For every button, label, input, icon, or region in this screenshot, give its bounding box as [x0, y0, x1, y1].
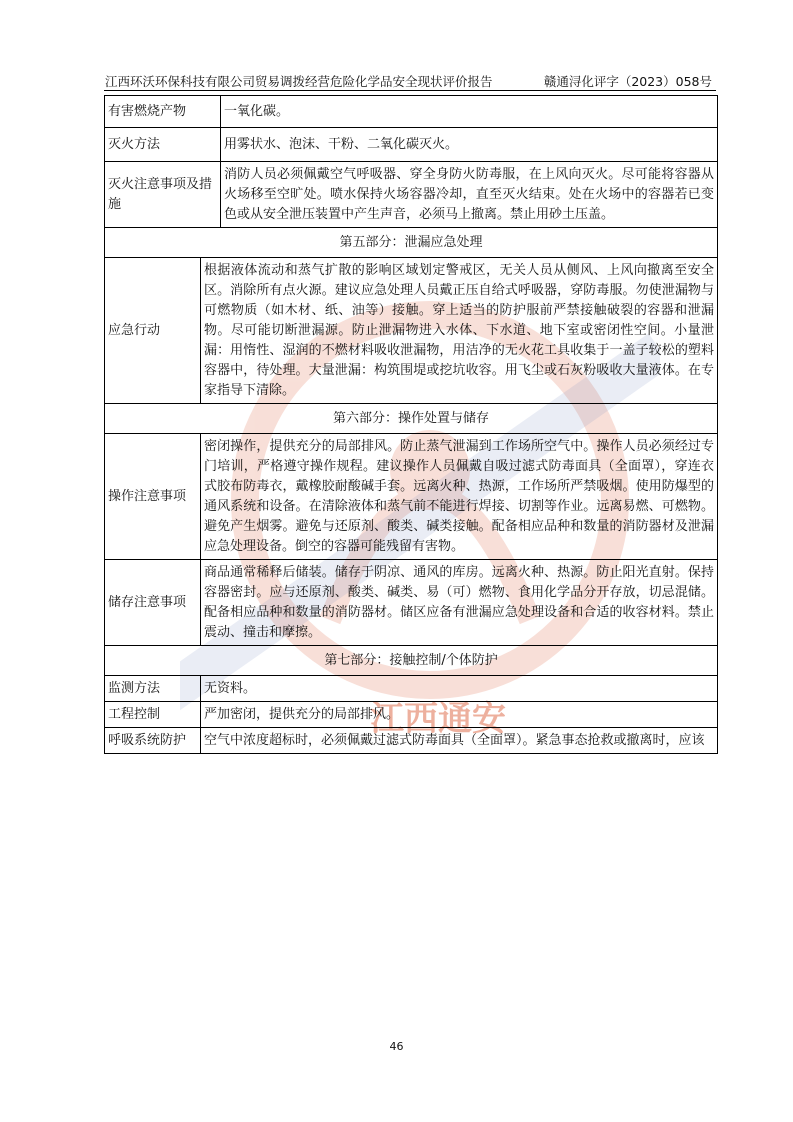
row-value: 密闭操作，提供充分的局部排风。防止蒸气泄漏到工作场所空气中。操作人员必须经过专门培训，严格遵守操作规程。建议操作人员佩戴自吸过滤式防毒面具（全面罩），穿连衣式胶布防毒衣，戴橡胶耐酸碱手套。远离火种、热源，工作场所严禁吸烟。使用防爆型的通风系统和设备。在清除液体和蒸气前不能进行焊接、切割等作业。远离易燃、可燃物。避免产生烟雾。避免与还原剂、酸类、碱类接触。配备相应品种和数量的消防器材及泄漏应急处理设备。倒空的容器可能残留有害物。 — [201, 434, 718, 560]
row-value: 严加密闭，提供充分的局部排风。 — [201, 702, 718, 728]
row-value: 消防人员必须佩戴空气呼吸器、穿全身防火防毒服，在上风向灭火。尽可能将容器从火场移至空旷处。喷水保持火场容器冷却，直至灭火结束。处在火场中的容器若已变色或从安全泄压装置中产生声音，必须马上撤离。禁止用砂土压盖。 — [221, 162, 718, 228]
row-engineering-control — [105, 702, 718, 728]
section-heading: 第七部分：接触控制/个体防护 — [105, 646, 718, 676]
row-label: 操作注意事项 — [105, 434, 201, 560]
row-firefighting-precautions — [105, 162, 718, 228]
report-title: 江西环沃环保科技有限公司贸易调拨经营危险化学品安全现状评价报告 — [105, 74, 493, 89]
section-row — [105, 228, 718, 258]
page-header — [104, 70, 716, 91]
row-value: 根据液体流动和蒸气扩散的影响区域划定警戒区，无关人员从侧风、上风向撤离至安全区。消除所有点火源。建议应急处理人员戴正压自给式呼吸器，穿防毒服。勿使泄漏物与可燃物质（如木材、纸、油等）接触。穿上适当的防护服前严禁接触破裂的容器和泄漏物。尽可能切断泄漏源。防止泄漏物进入水体、下水道、地下室或密闭性空间。小量泄漏：用惰性、湿润的不燃材料吸收泄漏物，用洁净的无火花工具收集于一盖子较松的塑料容器中，待处理。大量泄漏：构筑围堤或挖坑收容。用飞尘或石灰粉吸收大量液体。在专家指导下清除。 — [201, 258, 718, 404]
row-label: 应急行动 — [105, 258, 201, 404]
section-row — [105, 404, 718, 434]
row-handling-precautions — [105, 434, 718, 560]
row-value: 用雾状水、泡沫、干粉、二氧化碳灭火。 — [221, 128, 718, 162]
row-value: 空气中浓度超标时，必须佩戴过滤式防毒面具（全面罩）。紧急事态抢救或撤离时，应该 — [201, 728, 718, 754]
row-monitoring-method — [105, 676, 718, 702]
section-heading: 第五部分：泄漏应急处理 — [105, 228, 718, 258]
msds-table — [104, 95, 718, 754]
row-value: 商品通常稀释后储装。储存于阴凉、通风的库房。远离火种、热源。防止阳光直射。保持容器密封。应与还原剂、酸类、碱类、易（可）燃物、食用化学品分开存放，切忌混储。配备相应品种和数量的消防器材。储区应备有泄漏应急处理设备和合适的收容材料。禁止震动、撞击和摩擦。 — [201, 560, 718, 646]
page-number: 46 — [389, 1040, 404, 1053]
row-label: 呼吸系统防护 — [105, 728, 201, 754]
row-emergency-response — [105, 258, 718, 404]
row-value: 一氧化碳。 — [221, 96, 718, 128]
row-fire-extinguishing-method — [105, 128, 718, 162]
row-label: 储存注意事项 — [105, 560, 201, 646]
svg-text:江西通安: 江西通安 — [370, 699, 506, 739]
row-value: 无资料。 — [201, 676, 718, 702]
row-label: 有害燃烧产物 — [105, 96, 221, 128]
row-combustion-products — [105, 96, 718, 128]
report-number: 赣通浔化评字（2023）058号 — [543, 74, 712, 89]
row-storage-precautions — [105, 560, 718, 646]
row-label: 监测方法 — [105, 676, 201, 702]
section-row — [105, 646, 718, 676]
section-heading: 第六部分：操作处置与储存 — [105, 404, 718, 434]
row-label: 灭火注意事项及措施 — [105, 162, 221, 228]
row-respiratory-protection — [105, 728, 718, 754]
row-label: 工程控制 — [105, 702, 201, 728]
row-label: 灭火方法 — [105, 128, 221, 162]
